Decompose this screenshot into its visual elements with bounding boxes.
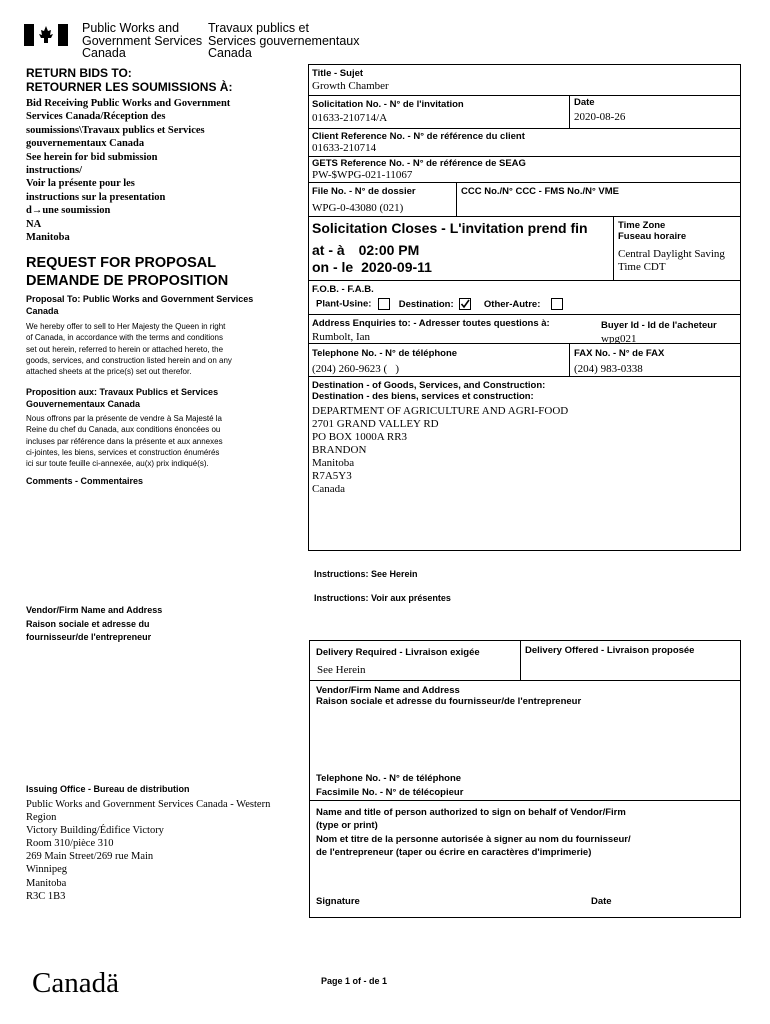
title-label: Title - Sujet [312,68,364,79]
dept-fr-line: Services gouvernementaux [208,33,360,48]
closing-time-row [312,241,419,259]
dept-en-line: Canada [82,46,126,60]
dept-fr-line: Travaux publics et [208,21,309,35]
at-label: at - à [312,242,345,258]
return-line: Voir la présente pour les [26,178,135,190]
page-number: Page 1 of - de 1 [321,976,388,986]
return-line: Services Canada/Réception des [26,111,166,123]
destination-address [312,405,568,496]
instructions-en: Instructions: See Herein [314,569,418,579]
vendor-left-line: Raison sociale et adresse du [26,618,150,629]
divider [309,680,741,681]
comments-label: Comments - Commentaires [26,476,144,486]
buyer-id-value: wpg021 [601,333,637,343]
delivery-offered-label: Delivery Offered - Livraison proposée [525,645,695,656]
return-line: Bid Receiving Public Works and Government [26,98,231,109]
closing-date-row [312,258,432,276]
solicitation-closes-label: Solicitation Closes - L'invitation prend fin [312,220,588,236]
divider [308,156,741,157]
delivery-required-label: Delivery Required - Livraison exigée [316,647,480,658]
vendor-label-line: Vendor/Firm Name and Address [316,685,460,696]
proposition-text [26,413,223,469]
fob-label: F.O.B. - F.A.B. [312,284,374,295]
destination-line: PO BOX 1000A RR3 [312,431,408,443]
dept-fr-line: Canada [208,46,252,60]
issuing-line: Region [26,812,57,824]
checkmark-icon [460,299,470,309]
return-line: instructions/ [26,165,83,177]
tz-label-line: Time Zone [618,220,666,231]
auth-line: (type or print) [316,820,378,832]
destination-line: 2701 GRAND VALLEY RD [312,418,439,430]
destination-heading [312,380,545,402]
address-enquiries-value: Rumbolt, Ian [312,331,371,343]
divider [569,343,570,376]
return-line: gouvernementaux Canada [26,138,145,150]
divider [308,280,741,281]
date-label: Date [574,97,595,108]
file-no-label: File No. - N° de dossier [312,186,416,197]
divider [308,376,741,377]
vendor-firm-label-left [26,604,162,645]
divider [309,800,741,801]
fax-label: FAX No. - N° de FAX [574,348,665,359]
destination-fob-label: Destination: [398,298,454,310]
dept-en-line: Government Services [82,33,203,48]
return-line: d→une soumission [26,205,111,217]
divider [308,343,741,344]
tz-value-line: Time CDT [618,261,666,273]
destination-line: R7A5Y3 [312,470,352,482]
ccc-no-label: CCC No./N° CCC - FMS No./N° VME [461,186,620,197]
proposition-line: ici sur toute feuille ci-annexée, au(x) prix indiqué(s). [26,459,209,469]
gets-ref-label: GETS Reference No. - N° de référence de SEAG [312,158,526,169]
issuing-line: Winnipeg [26,864,67,876]
file-no-value: WPG-0-43080 (021) [312,202,404,214]
vendor-left-line: Vendor/Firm Name and Address [26,605,163,615]
vendor-label-line: Raison sociale et adresse du fournisseur/de l'entrepreneur [316,696,582,707]
signature-label: Signature [316,896,360,907]
auth-line: Nom et titre de la personne autorisée à signer au nom du fournisseur/ [316,833,631,845]
rfp-title-fr: DEMANDE DE PROPOSITION [26,273,229,289]
proposition-line: Reine du chef du Canada, aux conditions énoncées ou [26,425,221,435]
instructions-fr: Instructions: Voir aux présentes [314,593,451,603]
address-enquiries-label: Address Enquiries to: - Adresser toutes questions à: [312,318,550,329]
vendor-fax-label: Facsimile No. - N° de télécopieur [316,786,464,798]
authorized-person-label [316,806,631,859]
dept-en-line: Public Works and [82,21,180,35]
solicitation-label: Solicitation No. - N° de l'invitation [312,99,464,110]
time-zone-value [618,248,725,274]
issuing-line: Public Works and Government Services Canada - Western [26,799,271,810]
date-value: 2020-08-26 [574,111,626,123]
tz-label-line: Fuseau horaire [618,231,687,242]
return-bids-title-en: RETURN BIDS TO: [26,66,132,80]
client-ref-label: Client Reference No. - N° de référence du client [312,131,525,142]
return-bids-title-fr: RETOURNER LES SOUMISSIONS À: [26,80,233,94]
issuing-office-address [26,798,296,903]
time-zone-label [618,220,686,242]
vendor-telephone-label: Telephone No. - N° de téléphone [316,773,462,784]
return-line: See herein for bid submission [26,151,158,163]
tz-value-line: Central Daylight Saving [618,248,725,260]
closing-time-value: 02:00 PM [358,242,420,258]
signature-date-label: Date [591,896,612,907]
telephone-value: (204) 260-9623 ( ) [312,363,400,375]
authorized-person-input[interactable] [312,862,736,890]
divider [308,216,741,217]
on-label: on - le [312,259,354,275]
proposal-line: of Canada, in accordance with the terms and conditions [26,333,224,343]
client-ref-value: 01633-210714 [312,142,377,154]
other-checkbox[interactable] [551,298,563,310]
other-label: Other-Autre: [483,298,541,310]
issuing-line: R3C 1B3 [26,890,66,902]
proposal-text [26,321,232,377]
department-name-en [82,22,202,60]
destination-checkbox[interactable] [459,298,471,310]
vendor-firm-label [316,685,581,707]
issuing-office-label: Issuing Office - Bureau de distribution [26,784,190,794]
proposition-line: ci-jointes, les biens, services et construction énumérés [26,447,220,457]
divider [613,216,614,280]
buyer-id-label: Buyer Id - Id de l'acheteur [601,320,717,331]
issuing-line: Victory Building/Édifice Victory [26,825,164,837]
destination-line: Canada [312,483,345,495]
vendor-firm-input[interactable] [312,712,736,768]
destination-line: DEPARTMENT OF AGRICULTURE AND AGRI-FOOD [312,405,569,417]
telephone-label: Telephone No. - N° de téléphone [312,348,458,359]
destination-line: BRANDON [312,444,367,456]
proposition-line: Nous offrons par la présente de vendre à Sa Majesté la [26,414,222,423]
divider [308,314,741,315]
issuing-line: 269 Main Street/269 rue Main [26,851,154,863]
return-line: NA [26,218,42,230]
divider [569,95,570,128]
closing-date-value: 2020-09-11 [361,259,432,275]
rfp-title-en: REQUEST FOR PROPOSAL [26,255,217,271]
proposal-line: goods, services, and construction listed herein and on any [26,355,232,365]
proposition-line: incluses par référence dans la présente et aux annexes [26,436,223,446]
destination-line: Manitoba [312,457,355,469]
divider [308,182,741,183]
return-line: soumissions\Travaux publics et Services [26,124,205,136]
return-line: Manitoba [26,232,70,244]
auth-line: Name and title of person authorized to sign on behalf of Vendor/Firm [316,807,626,818]
return-line: instructions sur la presentation [26,191,166,203]
return-bids-address [26,97,266,244]
fob-options [316,298,563,310]
proposal-line: We hereby offer to sell to Her Majesty the Queen in right [26,322,226,331]
proposal-line: set out herein, referred to herein or attached hereto, the [26,344,224,354]
issuing-line: Manitoba [26,877,67,889]
fax-value: (204) 983-0338 [574,363,643,375]
vendor-phone-fax-label [316,772,463,799]
proposal-line: attached sheets at the price(s) set out therefor. [26,367,192,377]
title-value: Growth Chamber [312,80,389,92]
auth-line: de l'entrepreneur (taper ou écrire en caractères d'imprimerie) [316,846,592,858]
rfp-title [26,254,228,290]
destination-heading-en: Destination - of Goods, Services, and Construction: [312,380,546,391]
destination-heading-fr: Destination - des biens, services et construction: [312,391,534,402]
proposition-aux: Proposition aux: Travaux Publics et Services Gouvernementaux Canada [26,387,219,409]
return-bids-title [26,66,232,94]
department-name-fr [208,22,359,60]
divider [308,95,741,96]
proposal-to: Proposal To: Public Works and Government Services Canada [26,294,254,316]
divider [456,182,457,216]
divider [308,128,741,129]
government-flag-logo [24,24,68,46]
gets-ref-value: PW-$WPG-021-11067 [312,169,413,181]
canada-wordmark: Canadä [32,967,119,999]
divider [520,640,521,680]
issuing-line: Room 310/pièce 310 [26,838,114,850]
plant-checkbox[interactable] [378,298,390,310]
plant-label: Plant-Usine: [316,298,372,310]
solicitation-value: 01633-210714/A [312,112,388,124]
vendor-left-line: fournisseur/de l'entrepreneur [26,632,152,642]
delivery-required-value: See Herein [317,664,366,676]
